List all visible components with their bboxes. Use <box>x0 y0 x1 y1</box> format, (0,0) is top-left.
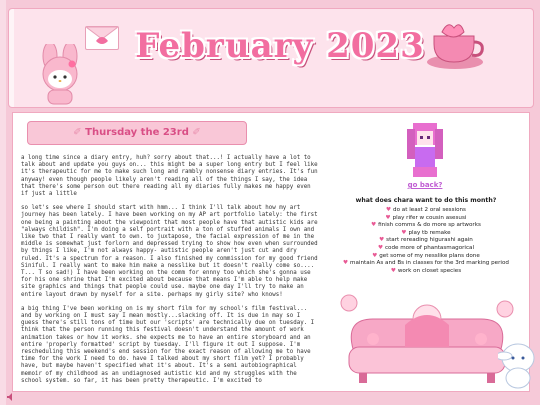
list-item <box>331 207 521 215</box>
todo-item-text: start rereading higurashi again <box>386 237 473 244</box>
todo-item-text: maintain As and Bs in classes for the 3rd marking period <box>350 260 509 267</box>
diary-paragraph: so let's see where I should start with hmm... I think I'll talk about how my art journey has been lately. I have been working on my AP art portfolio lately: the first one being a painting about the viewpoint that most people have that autistic kids are "always childish". I'm doing a self portrait with a ton of stuffed animals I own and like two that I really want to own. to juxtapose, the facial expression of me in the middle is somewhat just forlorn and depressed trying to show how even when surrounded by things I like, I'm not always happy- autistic people aren't just cut and dry ruled. It's a spectrum for a reason. I also finished my commission for my good friend Siniful. I really want to make him make a nesslike but it doesn't really come so.... T... T so sad!) I have been working on the comm for ennny too which she's gonna use for his one shrine that I'm excited about because that means I'm able to help make site graphics and things that people could use. maybe one day I'll try to make an entire layout drawn by myself for a site. perhaps my girly site? who knows! <box>21 205 318 298</box>
todo-list <box>331 207 521 275</box>
todo-item-text: get some of my nesslike plans done <box>379 252 480 259</box>
diary-paragraph: a long time since a diary entry, huh? sorry about that...! I actually have a lot to talk about and update you guys on... this might be a super long entry but I feel like it's therapeutic for me to make such long and rambly nonsense diary entries. It's fun anyway! even though people likely aren't reading all of the things I say, the idea that there's some person out there reading all my diaries fully makes me happy even if just a little <box>21 155 318 198</box>
go-back-link[interactable]: go back? <box>407 181 443 189</box>
todo-item-text: work on closet species <box>397 267 462 274</box>
heart-icon: ♥ <box>401 229 407 236</box>
list-item <box>331 245 521 253</box>
content-panel <box>12 112 530 392</box>
heart-icon: ♥ <box>343 260 349 267</box>
todo-item-text: code more of phantasmagorical <box>384 244 475 251</box>
pixel-girl-icon <box>403 119 447 181</box>
cinnamoroll-icon <box>498 330 538 390</box>
list-item <box>331 268 521 276</box>
bed-illustration <box>333 289 521 387</box>
date-heading-text: Thursday the 23rd <box>85 127 189 138</box>
page-title: February 2023 <box>135 26 425 66</box>
teacup-icon <box>420 12 490 74</box>
sparkle-icon: ✐ <box>73 127 82 138</box>
sparkle-icon: ✐ <box>192 127 201 138</box>
envelope-icon <box>85 26 119 50</box>
diary-text <box>21 155 321 392</box>
header <box>0 0 540 112</box>
todo-item-text: do at least 2 oral sessions <box>393 207 466 213</box>
heart-icon: ♥ <box>372 252 378 259</box>
list-item <box>331 237 521 245</box>
heart-icon: ♥ <box>385 214 391 221</box>
todo-title: what does chara want to do this month? <box>355 197 497 204</box>
heart-icon: ♥ <box>377 244 383 251</box>
my-melody-icon <box>30 44 90 106</box>
todo-item-text: finish comms & do more sp artworks <box>378 222 481 229</box>
heart-icon: ♥ <box>379 237 385 244</box>
speaker-icon[interactable] <box>6 392 16 402</box>
heart-icon: ♥ <box>371 222 377 229</box>
date-heading <box>27 121 247 145</box>
heart-icon: ♥ <box>390 267 396 274</box>
sidebar <box>331 117 521 387</box>
todo-item-text: play tb remake <box>408 229 451 236</box>
list-item <box>331 222 521 230</box>
list-item <box>331 260 521 268</box>
heart-icon: ♥ <box>386 207 392 213</box>
diary-paragraph: a big thing I've been working on is my short film for my school's film festival... and by working on I must say I mean mostly...slacking off. It is due in may so I guess there's still tons of time but our 'scripts' are technically due on tuesday. I think that the person running this festival doesn't understand the amount of work animation takes or how it works. she expects me to have an entire storyboard and an entire 'properly formatted' script by tuesday. I'll figure it out I suppose. I'm rescheduling this weekend's end session for the exact reason of allowing me to have time for the work I need to do. have I talked about my short film yet? I probably have, but maybe haven't specified what it's about. It's a semi autobiographical memoir of my childhood as an undiagnosed autistic kid and my struggles with the school system. so far, it has been pretty therapeutic. I'm excited to <box>21 305 315 384</box>
todo-item-text: play rifer w cousin asesusi <box>392 214 467 221</box>
